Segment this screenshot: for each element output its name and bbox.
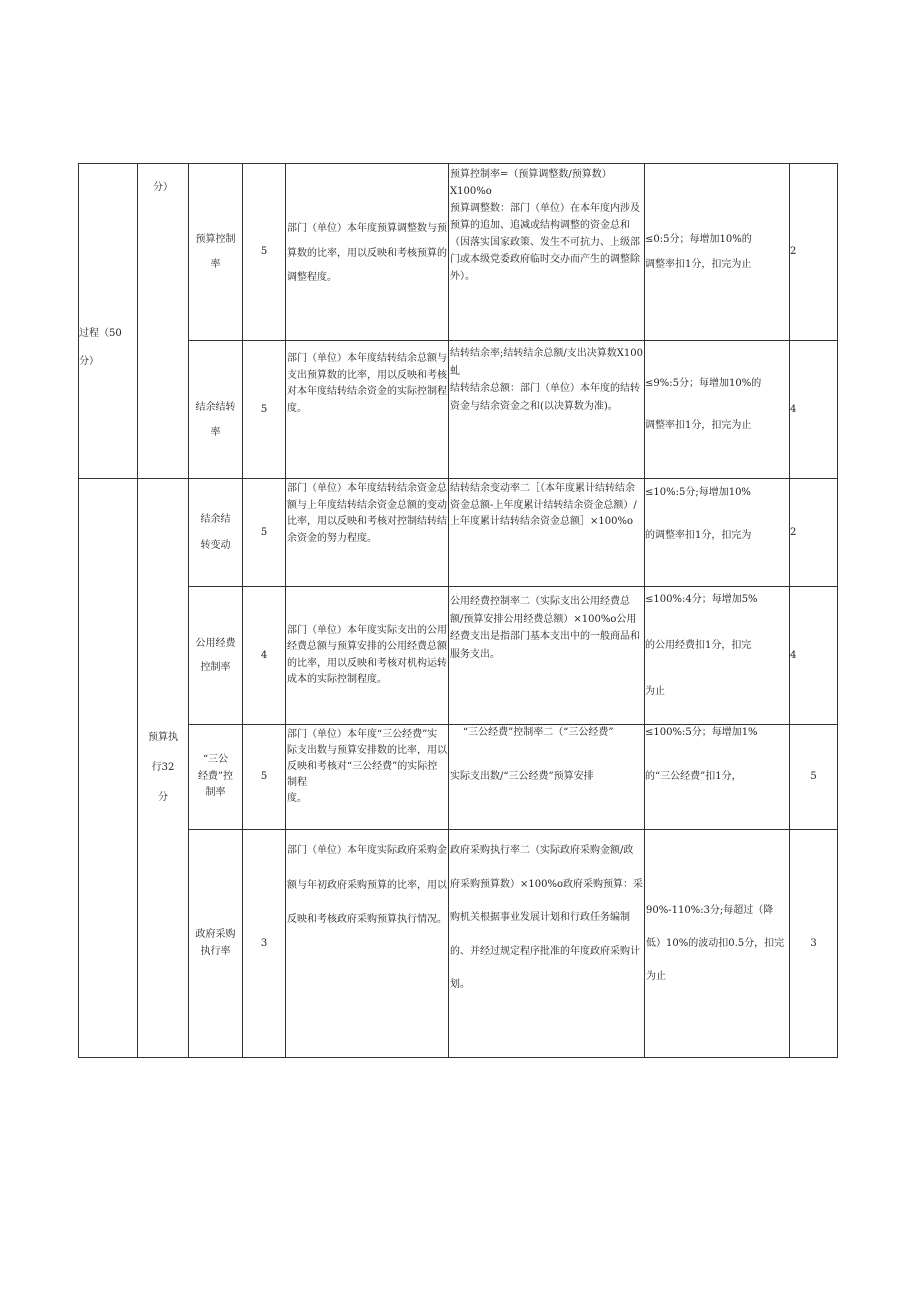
indicator-formula <box>449 587 645 725</box>
score: 4 <box>790 341 838 479</box>
table-row <box>79 725 838 830</box>
indicator-name <box>189 725 243 830</box>
indicator-name-line: “三公 <box>202 754 229 766</box>
indicator-name-line: 率 <box>210 426 221 438</box>
formula-text: 公用经费控制率二（实际支出公用经费总额/预算安排公用经费总额）×100%o公用经费支出是指部门基本支出中的一般商品和服务支出。 <box>450 596 640 660</box>
indicator-name <box>189 830 243 1058</box>
description-block <box>286 725 448 809</box>
indicator-description <box>286 164 449 341</box>
indicator-name-line: 制率 <box>205 787 226 799</box>
scoring-rule <box>645 164 790 341</box>
indicator-name-line: 结余结转 <box>195 401 236 413</box>
table-row <box>79 341 838 479</box>
description-text: 部门（单位）本年度结转结余资金总额与上年度结转结余资金总额的变动比率，用以反映和考核对控制结转结余资金的努力程度。 <box>287 483 447 544</box>
score: 5 <box>790 725 838 830</box>
indicator-weight: 5 <box>243 164 286 341</box>
indicator-formula <box>449 341 645 479</box>
description-text: 部门（单位）本年度“三公经费”实际支出数与预算安排数的比率，用以反映和考核对“三公经费”的实际控制程 <box>287 729 447 788</box>
first-level-category <box>79 164 138 479</box>
indicator-weight: 5 <box>243 479 286 587</box>
rule-line: 调整率扣1分，扣完为止 <box>645 419 752 431</box>
scoring-rule <box>645 830 790 1058</box>
indicator-name-line: 经费”控 <box>197 770 234 782</box>
indicator-name-line: 控制率 <box>200 661 231 673</box>
category-label-2: 分） <box>79 356 99 367</box>
indicator-name <box>189 164 243 341</box>
indicator-description <box>286 587 449 725</box>
formula-text: 结转结余变动率二［（本年度累计结转结余资金总额-上年度累计结转结余资金总额）/上年度累计结转结余资金总额］×100%o <box>450 483 637 527</box>
indicator-formula <box>449 479 645 587</box>
category-label-line: 行32 <box>151 762 175 773</box>
scoring-rule <box>645 587 790 725</box>
indicator-description <box>286 341 449 479</box>
formula-text: 结转结余率;结转结余总额/支出决算数X100虬 结转结余总额：部门（单位）本年度的结转资金与结余资金之和(以决算数为准)。 <box>450 348 643 412</box>
indicator-description <box>286 725 449 830</box>
first-level-category <box>79 479 138 1058</box>
formula-line: 实际支出数/“三公经费”预算安排 <box>450 771 594 782</box>
indicator-name-line: 结余结 <box>200 513 231 525</box>
description-text: 部门（单位）本年度实际政府采购金额与年初政府采购预算的比率，用以反映和考核政府采购预算执行情况。 <box>287 845 447 925</box>
indicator-description <box>286 479 449 587</box>
score: 2 <box>790 479 838 587</box>
second-level-category <box>138 164 189 479</box>
table-row <box>79 164 838 341</box>
table-row <box>79 830 838 1058</box>
table-row <box>79 587 838 725</box>
description-text: 部门（单位）本年度实际支出的公用经费总额与预算安排的公用经费总额的比率，用以反映和考核对机构运转成本的实际控制程度。 <box>287 624 447 685</box>
indicator-formula <box>449 830 645 1058</box>
rule-line: 调整率扣1分，扣完为止 <box>645 259 752 270</box>
second-level-category <box>138 479 189 1058</box>
indicator-name <box>189 587 243 725</box>
category-label: 过程（50 <box>79 328 122 339</box>
table-row <box>79 479 838 587</box>
indicator-description <box>286 830 449 1058</box>
rule-line: ≤0:5分；每增加10%的 <box>645 234 752 245</box>
description-text: 部门（单位）本年度预算调整数与预算数的比率，用以反映和考核预算的调整程度。 <box>287 223 447 284</box>
indicator-name-line: 公用经费 <box>195 637 236 649</box>
category-tail: 分） <box>153 182 173 193</box>
formula-text: 预算控制率=（预算调整数/预算数）X100%o 预算调整数：部门（单位）在本年度内涉及预算的追加、追减或结构调整的资金总和（因落实国家政策、发生不可抗力、上级部门或本级党委政府临时交办而产生的调整除外）。 <box>450 169 640 282</box>
indicator-name-line: 政府采购 <box>195 929 236 940</box>
indicator-name-line: 执行率 <box>200 945 231 957</box>
formula-line: “三公经费”控制率二（“三公经费” <box>463 727 614 738</box>
score: 4 <box>790 587 838 725</box>
rule-line: ≤10%:5分;每增加10% <box>645 487 751 498</box>
rule-line: 的公用经费扣1分，扣完 <box>645 640 752 651</box>
scoring-rule <box>645 341 790 479</box>
rule-line: 的“三公经费”扣1分， <box>645 771 742 782</box>
indicator-formula <box>449 725 645 830</box>
indicator-name <box>189 341 243 479</box>
indicator-name-line: 率 <box>210 259 221 270</box>
scoring-rule <box>645 479 790 587</box>
indicator-weight: 5 <box>243 341 286 479</box>
rule-line: ≤9%:5分；每增加10%的 <box>645 377 762 389</box>
rule-line: ≤100%:4分；每增加5% <box>645 594 758 605</box>
indicator-formula <box>449 164 645 341</box>
rule-line: 为止 <box>645 686 665 697</box>
indicator-weight: 4 <box>243 587 286 725</box>
rule-line: ≤100%:5分；每增加1% <box>645 727 758 738</box>
score: 2 <box>790 164 838 341</box>
evaluation-table <box>78 163 838 1058</box>
category-label-line: 预算执 <box>148 732 178 743</box>
rule-line: 的调整率扣1分，扣完为 <box>645 530 752 541</box>
indicator-weight: 3 <box>243 830 286 1058</box>
formula-text: 政府采购执行率二（实际政府采购金额/政府采购预算数）×100%o政府采购预算：采购机关根据事业发展计划和行政任务编制的、并经过规定程序批准的年度政府采购计划。 <box>450 845 643 990</box>
indicator-name-line: 预算控制 <box>195 234 236 245</box>
category-label-line: 分 <box>158 792 168 803</box>
rule-text: 90%-110%:3分;每超过（降低）10%的波动扣0.5分，扣完为止 <box>646 905 785 982</box>
description-text: 部门（单位）本年度结转结余总额与支出预算数的比率，用以反映和考核对本年度结转结余资金的实际控制程度。 <box>287 353 447 414</box>
indicator-weight: 5 <box>243 725 286 830</box>
indicator-name <box>189 479 243 587</box>
indicator-name-line: 转变动 <box>200 539 231 551</box>
scoring-rule <box>645 725 790 830</box>
score: 3 <box>790 830 838 1058</box>
description-text: 度。 <box>287 793 307 804</box>
